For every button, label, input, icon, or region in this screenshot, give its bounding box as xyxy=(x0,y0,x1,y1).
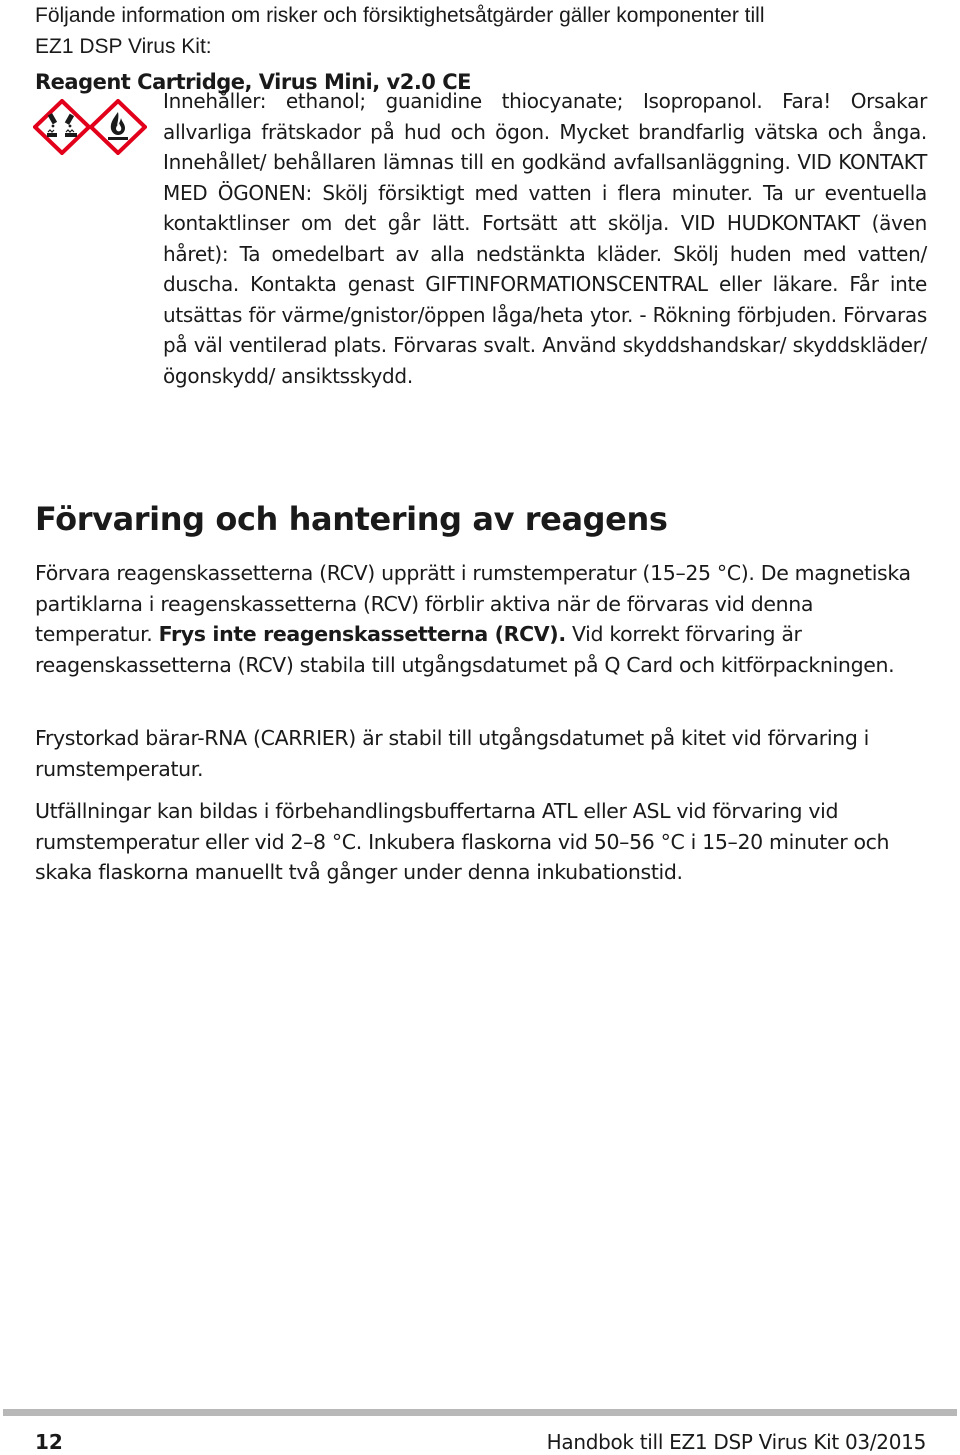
storage-paragraph-3: Utfällningar kan bildas i förbehandlingsbuffertarna ATL eller ASL vid förvaring vid rumstemperatur eller vid 2–8 °C. Inkubera flaskorna vid 50–56 °C i 15–20 minuter och skaka flaskorna manuellt två gånger under denna inkubationstid. xyxy=(35,799,890,884)
storage-paragraph-1-bold: Frys inte reagenskassetterna (RCV). xyxy=(158,622,566,646)
product-name: Reagent Cartridge, Virus Mini, v2.0 CE xyxy=(35,70,471,94)
section-heading: Förvaring och hantering av reagens xyxy=(35,500,668,538)
corrosion-pictogram-icon xyxy=(33,99,91,155)
hazard-statement: Innehåller: ethanol; guanidine thiocyanate; Isopropanol. Fara! Orsakar allvarliga frätskador på hud och ögon. Mycket brandfarlig vätska och ånga. Innehållet/ behållaren lämnas till en godkänd avfallsanläggning. VID KONTAKT MED ÖGONEN: Skölj försiktigt med vatten i flera minuter. Ta ur eventuella kontaktlinser om det går lätt. Fortsätt att skölja. VID HUDKONTAKT (även håret): Ta omedelbart av alla nedstänkta kläder. Skölj huden med vatten/ duscha. Kontakta genast GIFTINFORMATIONSCENTRAL eller läkare. Får inte utsättas för värme/gnistor/öppen låga/heta ytor. - Rökning förbjuden. Förvaras på väl ventilerad plats. Förvaras svalt. Använd skyddshandskar/ skyddskläder/ ögonskydd/ ansiktsskydd. xyxy=(163,89,927,388)
intro-line-1: Följande information om risker och försiktighetsåtgärder gäller komponenter till xyxy=(35,4,765,27)
page-number: 12 xyxy=(35,1430,63,1454)
storage-paragraph-1-text-a: Förvara reagenskassetterna (RCV) upprätt i rumstemperatur (15–25 °C). De magnetiska partiklarna i reagenskassetterna (RCV) förblir aktiva när de förvaras vid denna temperatur. xyxy=(35,561,911,646)
ghs-pictograms xyxy=(33,99,153,155)
footer-title: Handbok till EZ1 DSP Virus Kit 03/2015 xyxy=(546,1430,926,1454)
storage-paragraph-1 xyxy=(35,558,930,680)
storage-paragraph-2: Frystorkad bärar-RNA (CARRIER) är stabil till utgångsdatumet på kitet vid förvaring i rumstemperatur. xyxy=(35,726,870,781)
footer-rule xyxy=(3,1409,957,1416)
storage-paragraph-1-text-b: Vid korrekt förvaring är reagenskassetterna (RCV) stabila till utgångsdatumet på Q Card och kitförpackningen. xyxy=(35,622,895,677)
intro-line-2: EZ1 DSP Virus Kit: xyxy=(35,35,212,58)
flame-pictogram-icon xyxy=(89,99,147,155)
intro-text xyxy=(35,0,935,62)
